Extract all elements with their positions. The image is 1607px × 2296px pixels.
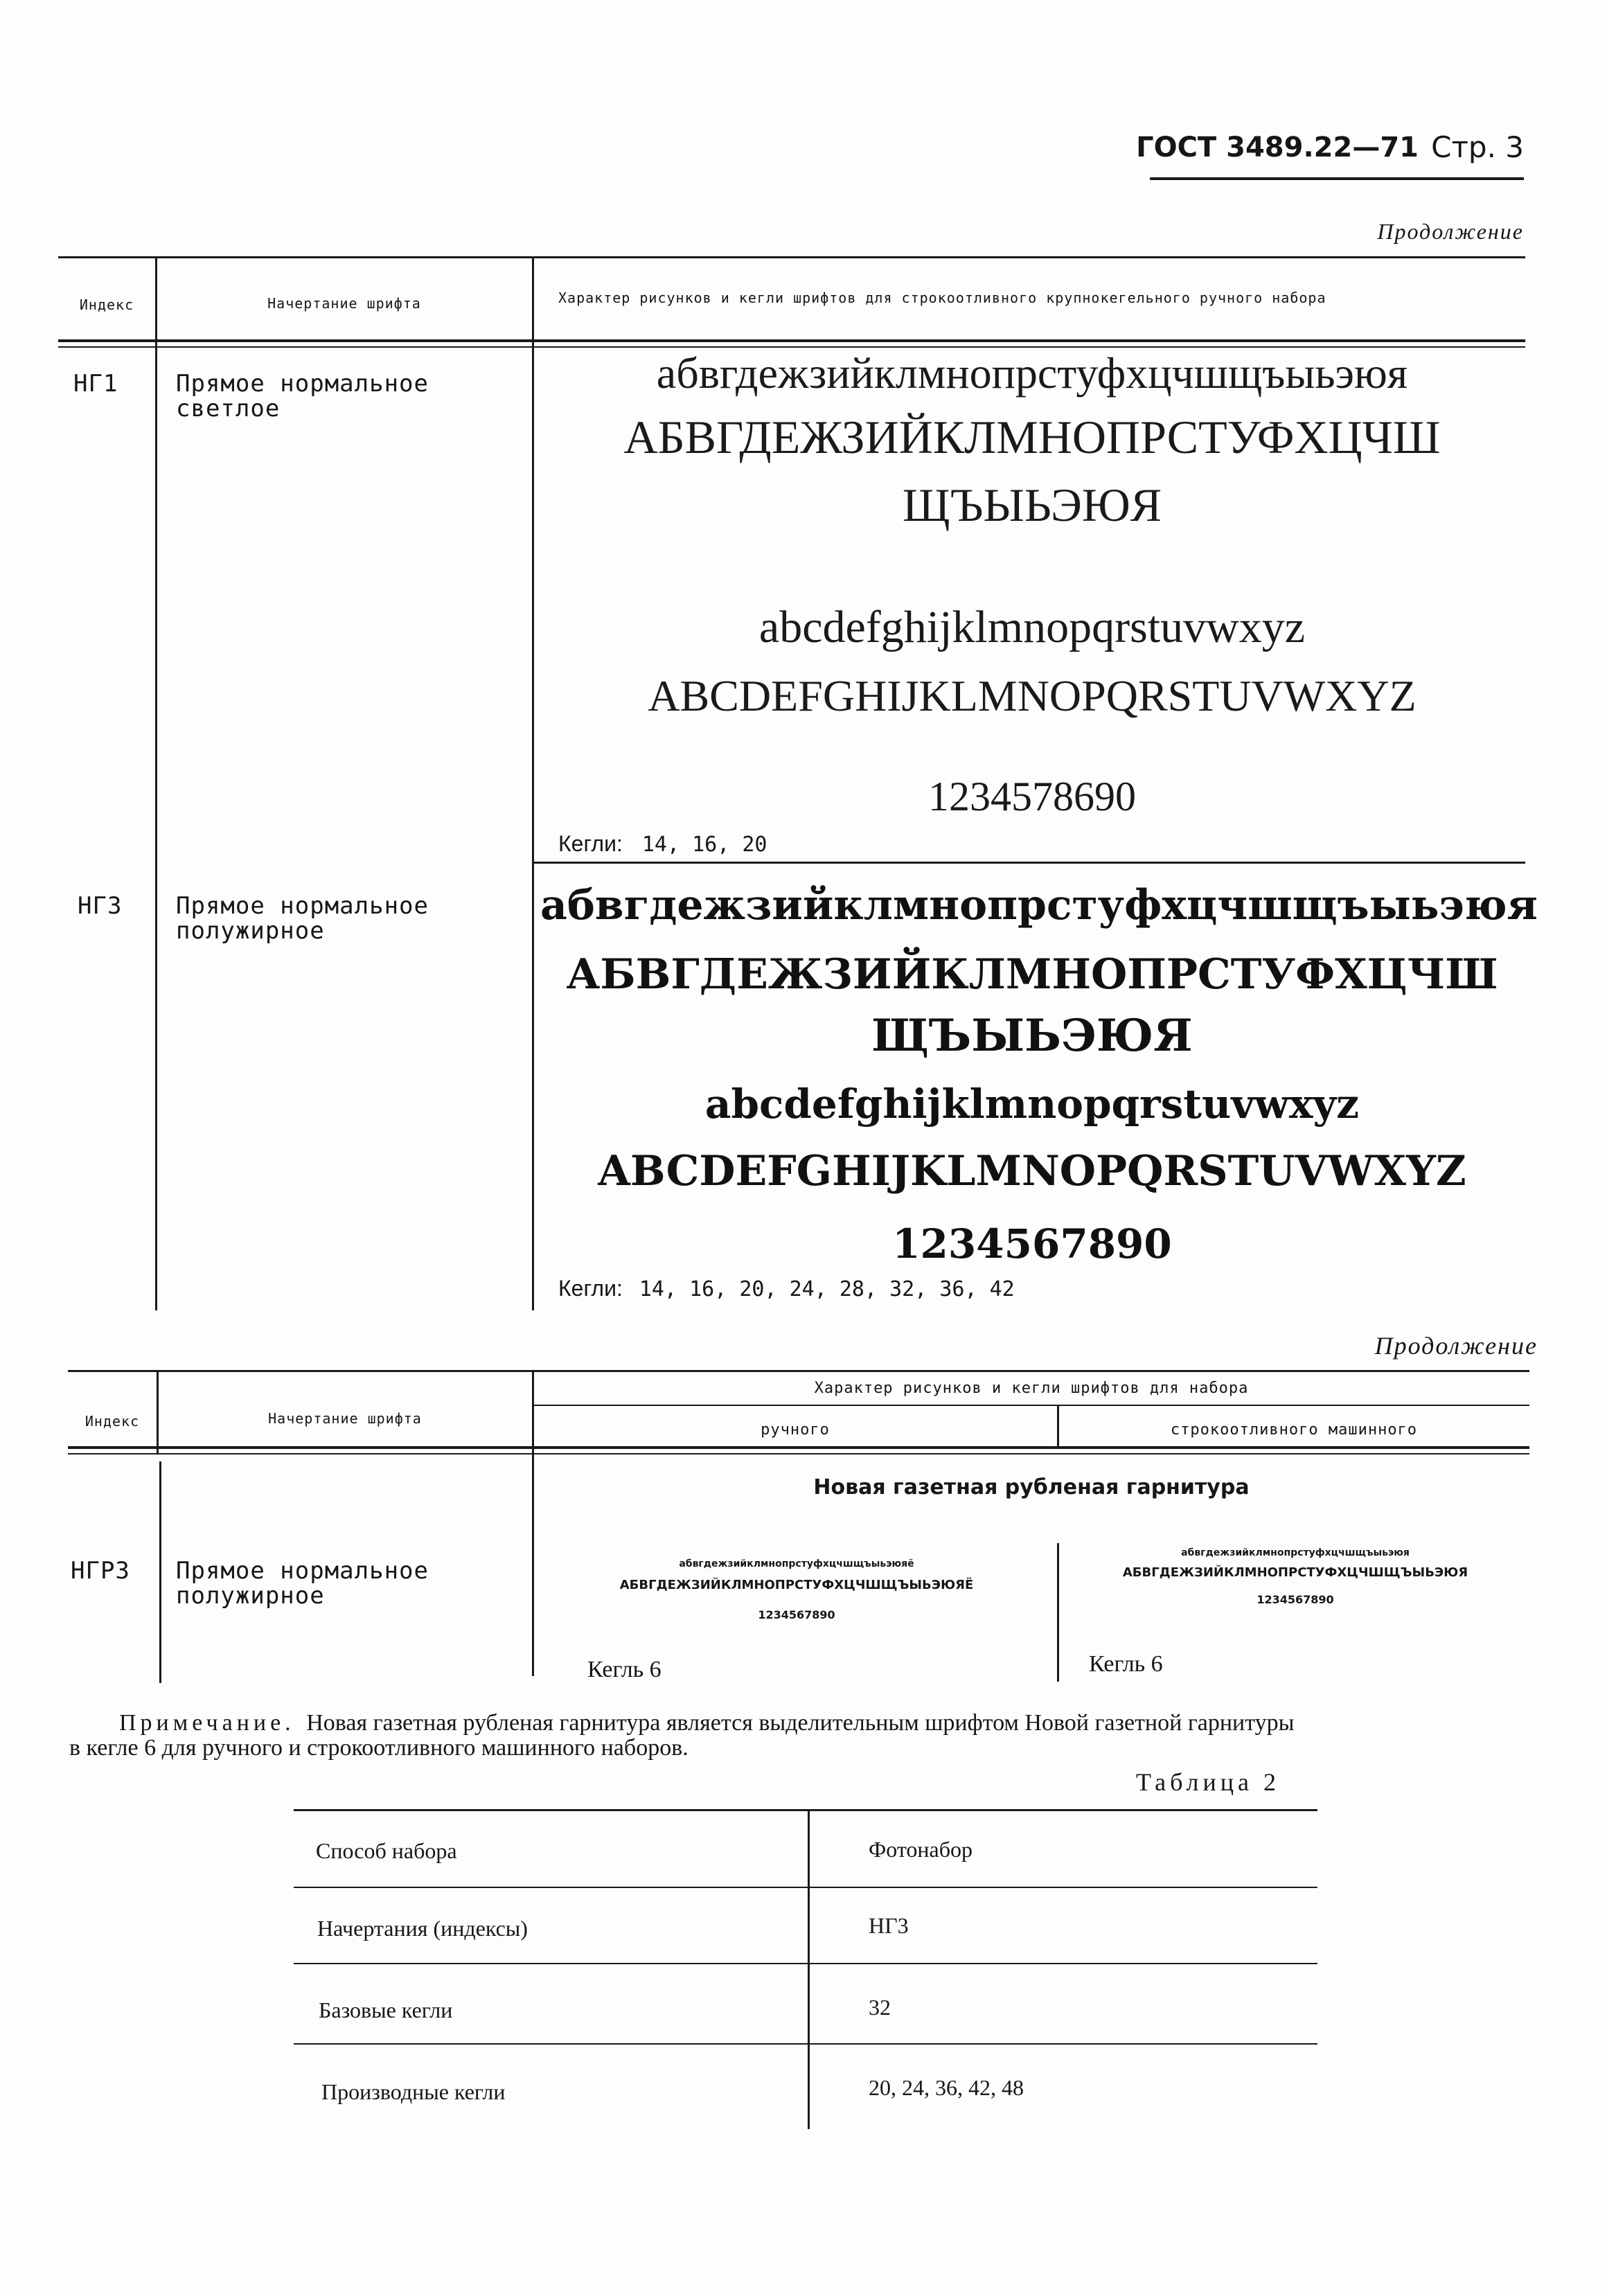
table1-col-divider-2 bbox=[532, 258, 534, 1310]
table3-col-divider bbox=[808, 1810, 810, 2129]
table3-label-2: Базовые кегли bbox=[319, 1997, 453, 2022]
table2-header-rule bbox=[68, 1446, 1529, 1449]
row-ng3-index: НГ3 bbox=[78, 892, 123, 920]
ng1-sizes-label: Кегли: bbox=[558, 831, 623, 856]
table2-header-style: Начертание шрифта bbox=[268, 1410, 422, 1427]
ng1-lat-lower: abcdefghijklmnopqrstuvwxyz bbox=[758, 602, 1306, 652]
table2-col-divider-2 bbox=[532, 1371, 534, 1676]
table3-value-2: 32 bbox=[869, 1995, 891, 2020]
gost-title: ГОСТ 3489.22—71 bbox=[1136, 132, 1419, 163]
table2-caption: Таблица 2 bbox=[1136, 1768, 1280, 1796]
ng3-sizes-values: 14, 16, 20, 24, 28, 32, 36, 42 bbox=[639, 1277, 1015, 1301]
page-header bbox=[1136, 129, 1524, 177]
ngr3-machine-digits: 1234567890 bbox=[1257, 1593, 1334, 1606]
page-number: Стр. 3 bbox=[1431, 130, 1524, 164]
table1-header-character: Характер рисунков и кегли шрифтов для строкоотливного крупнокегельного ручного набора bbox=[558, 290, 1326, 306]
row-ng1-index: НГ1 bbox=[73, 370, 118, 398]
table1-header-index: Индекс bbox=[79, 296, 134, 313]
ng1-sizes-values: 14, 16, 20 bbox=[641, 833, 767, 857]
ngr3-manual-lower: абвгдежзийклмнопрстуфхцчшщъыьэюяё bbox=[679, 1558, 914, 1569]
row-ngr3-index: НГР3 bbox=[71, 1557, 130, 1585]
table3-label-1: Начертания (индексы) bbox=[317, 1916, 528, 1941]
ng1-sizes bbox=[558, 831, 767, 857]
note bbox=[69, 1711, 1538, 1761]
table3-label-3: Производные кегли bbox=[321, 2079, 506, 2104]
section-title: Новая газетная рубленая гарнитура bbox=[813, 1475, 1250, 1499]
ng3-cyr-lower: абвгдежзийклмнопрстуфхцчшщъыьэюя bbox=[540, 881, 1538, 929]
ng1-cyr-upper-2: ЩЪЫЬЭЮЯ bbox=[902, 479, 1162, 531]
table3-row-rule-3 bbox=[294, 2043, 1317, 2045]
table1-row-rule bbox=[533, 862, 1525, 864]
table3-value-1: НГ3 bbox=[869, 1913, 909, 1938]
table2-col-divider-3b bbox=[1057, 1543, 1059, 1682]
ng1-cyr-upper-1: АБВГДЕЖЗИЙКЛМНОПРСТУФХЦЧШ bbox=[623, 411, 1441, 463]
note-label: Примечание. bbox=[119, 1710, 295, 1736]
table1-header-style: Начертание шрифта bbox=[267, 295, 421, 312]
table2-top-rule bbox=[68, 1370, 1529, 1372]
table3-label-0: Способ набора bbox=[316, 1838, 457, 1863]
header-underline bbox=[1150, 177, 1524, 180]
table3-top-rule bbox=[294, 1809, 1317, 1811]
table1-col-divider-1 bbox=[155, 258, 157, 1310]
ngr3-manual-digits: 1234567890 bbox=[758, 1608, 835, 1621]
ngr3-machine-lower: абвгдежзийклмнопрстуфхцчшщъыьэюя bbox=[1181, 1547, 1410, 1558]
table2-header-character: Характер рисунков и кегли шрифтов для набора bbox=[814, 1380, 1249, 1397]
ng3-lat-lower: abcdefghijklmnopqrstuvwxyz bbox=[704, 1080, 1360, 1128]
ng3-sizes bbox=[558, 1276, 1015, 1301]
ngr3-manual-upper: АБВГДЕЖЗИЙКЛМНОПРСТУФХЦЧШЩЪЫЬЭЮЯЁ bbox=[619, 1578, 974, 1592]
table2-header-machine: строкоотливного машинного bbox=[1170, 1421, 1418, 1439]
table3-value-0: Фотонабор bbox=[869, 1837, 973, 1862]
table1-header-rule bbox=[58, 339, 1525, 342]
ng3-lat-upper: ABCDEFGHIJKLMNOPQRSTUVWXYZ bbox=[598, 1147, 1466, 1195]
table3-value-3: 20, 24, 36, 42, 48 bbox=[869, 2075, 1024, 2100]
table3-row-rule-2 bbox=[294, 1963, 1317, 1964]
ng3-cyr-upper-2: ЩЪЫЬЭЮЯ bbox=[871, 1010, 1193, 1062]
note-text-2: в кегле 6 для ручного и строкоотливного машинного наборов. bbox=[69, 1735, 689, 1761]
table2-header-index: Индекс bbox=[85, 1413, 140, 1430]
ng3-cyr-upper-1: АБВГДЕЖЗИЙКЛМНОПРСТУФХЦЧШ bbox=[566, 950, 1498, 999]
table2-col-divider-1b bbox=[159, 1461, 161, 1683]
table2-header-rule-2 bbox=[68, 1453, 1529, 1454]
table2-header-manual: ручного bbox=[761, 1421, 830, 1439]
table2-subheader-rule bbox=[533, 1405, 1529, 1406]
ng1-cyr-lower: абвгдежзийклмнопрстуфхцчшщъыьэюя bbox=[656, 348, 1408, 398]
ngr3-machine-size: Кегль 6 bbox=[1089, 1651, 1163, 1677]
row-ng1-style: Прямое нормальное светлое bbox=[176, 370, 429, 422]
table3-row-rule-1 bbox=[294, 1887, 1317, 1888]
continuation-label-1: Продолжение bbox=[1377, 219, 1524, 244]
row-ng3-style: Прямое нормальное полужирное bbox=[176, 892, 429, 945]
ng3-sizes-label: Кегли: bbox=[558, 1276, 623, 1301]
continuation-label-2: Продолжение bbox=[1374, 1332, 1538, 1360]
ngr3-machine-upper: АБВГДЕЖЗИЙКЛМНОПРСТУФХЦЧШЩЪЫЬЭЮЯ bbox=[1122, 1565, 1468, 1580]
ng1-digits: 1234578690 bbox=[928, 774, 1136, 819]
row-ngr3-style: Прямое нормальное полужирное bbox=[176, 1557, 429, 1610]
note-line-1 bbox=[69, 1711, 1538, 1736]
ng3-digits: 1234567890 bbox=[892, 1220, 1172, 1267]
table1-top-rule bbox=[58, 256, 1525, 258]
ng1-lat-upper: ABCDEFGHIJKLMNOPQRSTUVWXYZ bbox=[648, 671, 1417, 720]
ngr3-manual-size: Кегль 6 bbox=[587, 1657, 662, 1682]
note-text-1: Новая газетная рубленая гарнитура является выделительным шрифтом Новой газетной гарнитуры bbox=[306, 1710, 1295, 1736]
